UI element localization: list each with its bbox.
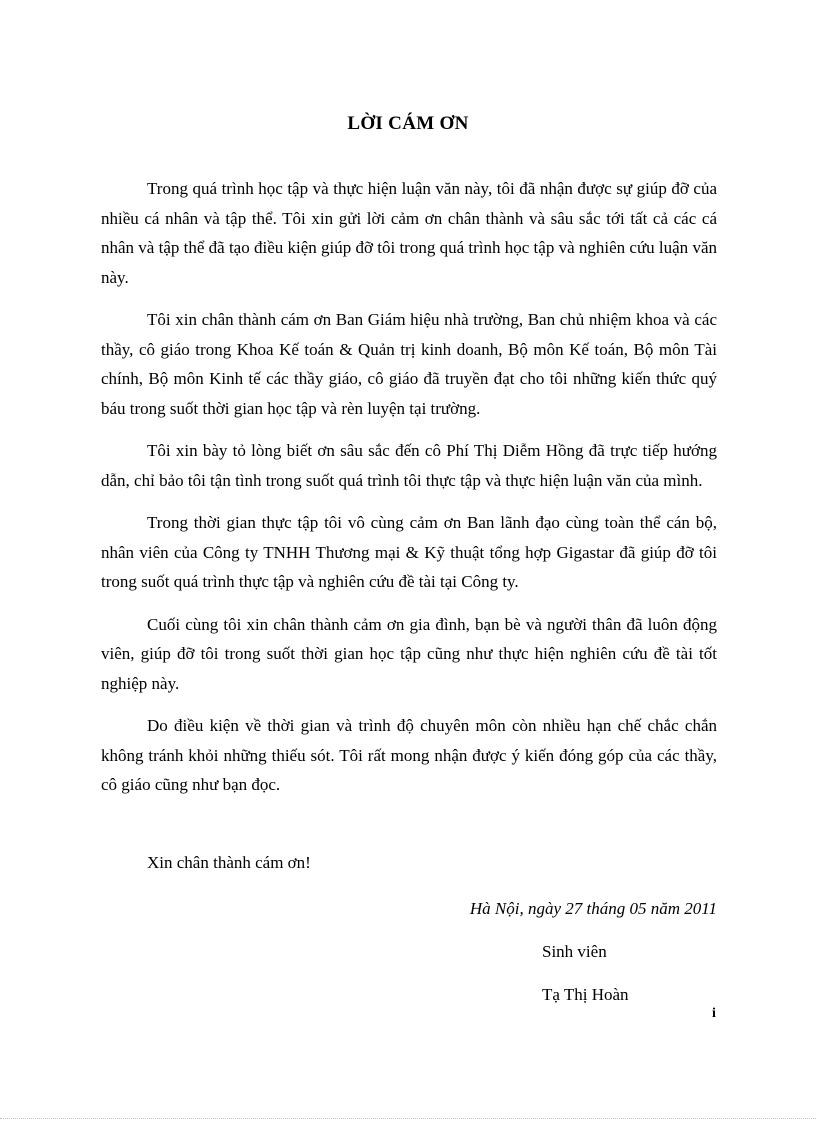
paragraph-3: Tôi xin bày tỏ lòng biết ơn sâu sắc đến cô Phí Thị Diễm Hồng đã trực tiếp hướng dẫn, chỉ bảo tôi tận tình trong suốt quá trình tôi thực tập và thực hiện luận văn của mình. <box>101 441 717 490</box>
paragraph-5: Cuối cùng tôi xin chân thành cảm ơn gia đình, bạn bè và người thân đã luôn động viên, giúp đỡ tôi trong suốt thời gian học tập cũng như thực hiện nghiên cứu đề tài tốt nghiệp này. <box>101 614 717 693</box>
body-text <box>101 174 717 800</box>
date-line: Hà Nội, ngày 27 tháng 05 năm 2011 <box>469 899 717 918</box>
page-number: i <box>712 1006 716 1021</box>
footer-divider <box>0 1118 816 1119</box>
signer-role: Sinh viên <box>542 942 607 961</box>
paragraph-6: Do điều kiện về thời gian và trình độ chuyên môn còn nhiều hạn chế chắc chắn không tránh khỏi những thiếu sót. Tôi rất mong nhận được ý kiến đóng góp của các thầy, cô giáo cũng như bạn đọc. <box>101 716 717 794</box>
paragraph-1: Trong quá trình học tập và thực hiện luận văn này, tôi đã nhận được sự giúp đỡ của nhiều cá nhân và tập thể. Tôi xin gửi lời cảm ơn chân thành và sâu sắc tới tất cả các cá nhân và tập thể đã tạo điều kiện giúp đỡ tôi trong quá trình học tập và nghiên cứu luận văn này. <box>101 179 717 287</box>
page-title: LỜI CÁM ƠN <box>347 113 469 134</box>
paragraph-2: Tôi xin chân thành cám ơn Ban Giám hiệu nhà trường, Ban chủ nhiệm khoa và các thầy, cô giáo trong Khoa Kế toán & Quản trị kinh doanh, Bộ môn Kế toán, Bộ môn Tài chính, Bộ môn Kinh tế các thầy giáo, cô giáo đã truyền đạt cho tôi những kiến thức quý báu trong suốt thời gian học tập và rèn luyện tại trường. <box>101 310 717 418</box>
signer-name: Tạ Thị Hoàn <box>542 985 629 1004</box>
closing-line: Xin chân thành cám ơn! <box>147 853 311 872</box>
paragraph-4: Trong thời gian thực tập tôi vô cùng cảm ơn Ban lãnh đạo cùng toàn thể cán bộ, nhân viên của Công ty TNHH Thương mại & Kỹ thuật tổng hợp Gigastar đã giúp đỡ tôi trong suốt quá trình thực tập và nghiên cứu đề tài tại Công ty. <box>101 513 717 591</box>
